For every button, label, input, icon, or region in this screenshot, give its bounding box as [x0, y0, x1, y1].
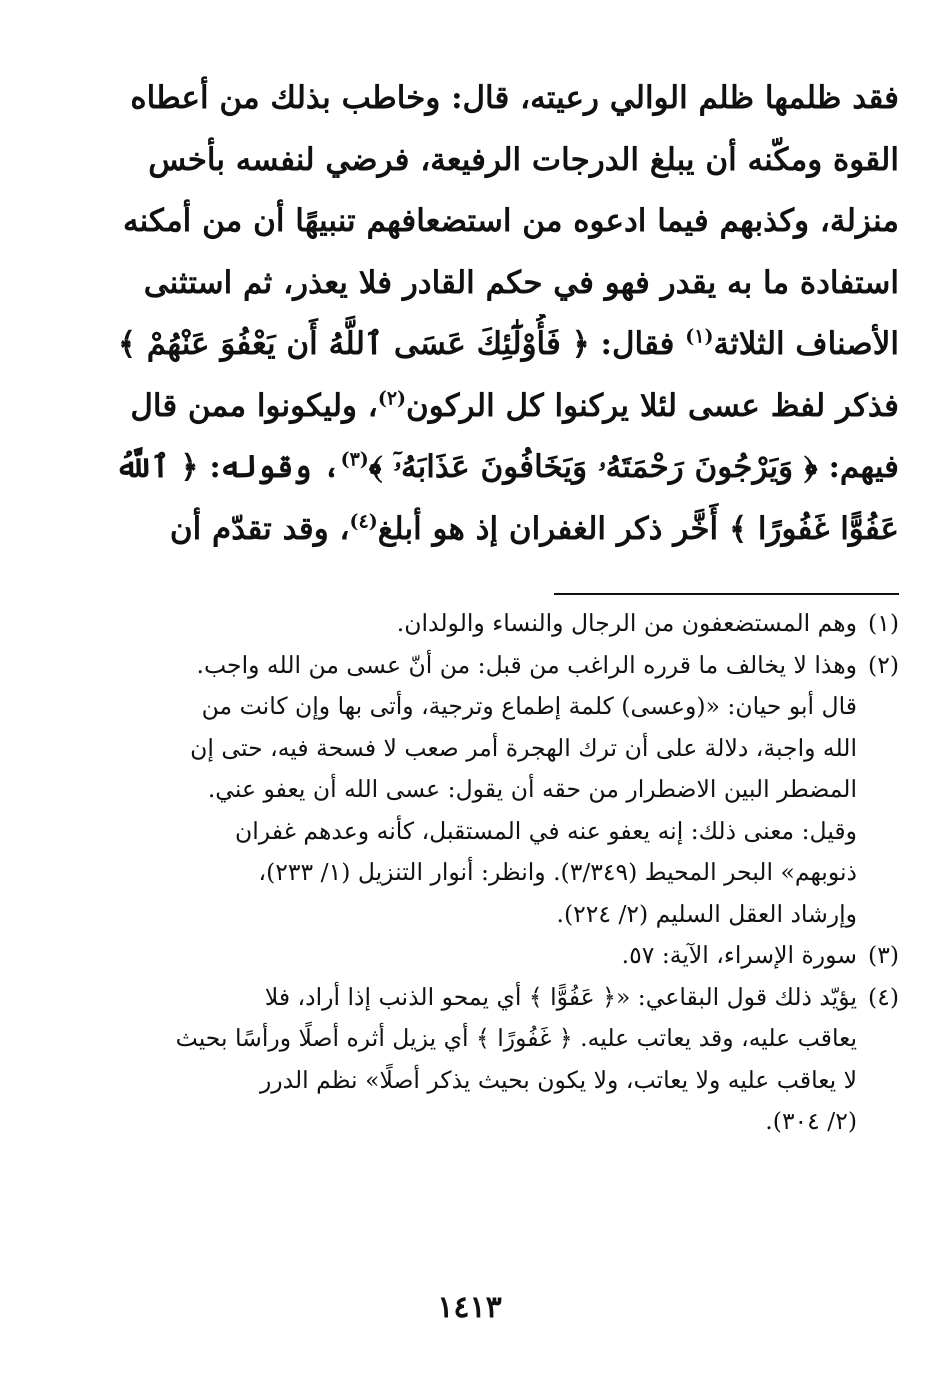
quran-quote: فقال: ﴿ فَأُوْلَٰٓئِكَ عَسَى ٱللَّهُ أَن يَعْفُوَ عَنْهُمْ ﴾: [117, 326, 686, 362]
footnote-2: [40, 645, 899, 936]
footnote-line: لا يعاقب عليه ولا يعاتب، ولا يكون بحيث يذكر أصلًا» نظم الدرر: [259, 1065, 857, 1094]
footnote-reference: (٢): [377, 387, 407, 410]
main-text-segment: ، وقد تقدّم أن: [169, 510, 350, 547]
main-text-segment: الأصناف الثلاثة: [713, 326, 899, 362]
footnote-number: (٤): [868, 982, 899, 1011]
main-text-segment: عَفُوًّا غَفُورًا ﴾ أَخَّر ذكر الغفران إذ هو أبلغ: [377, 510, 899, 547]
footnote-line: قال أبو حيان: «(وعسى) كلمة إطماع وترجية، وأتى بها وإن كانت من: [201, 692, 857, 720]
footnote-line: الله واجبة، دلالة على أن ترك الهجرة أمر صعب لا فسحة فيه، حتى إن: [190, 733, 857, 762]
quran-quote: فيهم: ﴿ وَيَرْجُونَ رَحْمَتَهُۥ وَيَخَافُونَ عَذَابَهُۥٓ ﴾: [368, 449, 899, 485]
footnote-4: [40, 977, 899, 1143]
main-text-segment: ، وقوله: ﴿ ٱللَّهُ: [115, 449, 341, 485]
page-number: ١٤١٣: [437, 1290, 502, 1325]
footnotes-block: [40, 603, 899, 1143]
footnote-reference: (٣): [340, 448, 369, 471]
footnote-separator: [554, 593, 899, 595]
footnote-line: وقيل: معنى ذلك: إنه يعفو عنه في المستقبل، كأنه وعدهم غفران: [235, 816, 857, 845]
main-text-line: [40, 499, 899, 561]
main-text-line: منزلة، وكذبهم فيما ادعوه من استضعافهم تنبيهًا أن من أمكنه: [122, 203, 899, 239]
main-text-segment: ، وليكونوا ممن قال: [130, 387, 378, 424]
footnote-reference: (١): [685, 325, 714, 348]
footnote-number: (٣): [868, 941, 899, 969]
footnote-1: [40, 603, 899, 645]
footnote-reference: (٤): [349, 510, 378, 533]
main-text-block: [40, 68, 899, 560]
footnote-3: [40, 935, 899, 977]
footnote-line: وهم المستضعفون من الرجال والنساء والولدان.: [396, 609, 857, 637]
main-text-line: [40, 314, 899, 376]
footnote-line: المضطر البين الاضطرار من حقه أن يقول: عسى الله أن يعفو عني.: [207, 775, 857, 803]
main-text-segment: فذكر لفظ عسى لئلا يركنوا كل الركون: [406, 387, 899, 424]
footnote-number: (٢): [868, 650, 899, 679]
main-text-line: القوة ومكّنه أن يبلغ الدرجات الرفيعة، فرضي لنفسه بأخس: [148, 141, 899, 178]
main-text-line: استفادة ما به يقدر فهو في حكم القادر فلا يعذر، ثم استثنى: [143, 264, 899, 301]
footnote-line: وإرشاد العقل السليم (٢/ ٢٢٤).: [556, 899, 857, 928]
footnote-line: سورة الإسراء، الآية: ٥٧.: [621, 941, 857, 969]
footnote-line: ذنوبهم» البحر المحيط (٣/٣٤٩). وانظر: أنوار التنزيل (١/ ٢٣٣)،: [258, 858, 857, 886]
footnote-line: يؤيّد ذلك قول البقاعي: «﴿ عَفُوًّا ﴾ أي يمحو الذنب إذا أراد، فلا: [264, 982, 857, 1011]
footnote-line: وهذا لا يخالف ما قرره الراغب من قبل: من أنّ عسى من الله واجب.: [196, 650, 857, 679]
main-text-line: [40, 437, 899, 499]
footnote-line: يعاقب عليه، وقد يعاتب عليه. ﴿ غَفُورًا ﴾ أي يزيل أثره أصلًا ورأسًا بحيث: [175, 1024, 857, 1052]
main-text-line: فقد ظلمها ظلم الوالي رعيته، قال: وخاطب بذلك من أعطاه: [130, 80, 899, 116]
footnote-number: (١): [868, 609, 899, 637]
footnote-line: (٢/ ٣٠٤).: [765, 1107, 857, 1135]
main-text-line: [40, 376, 899, 438]
